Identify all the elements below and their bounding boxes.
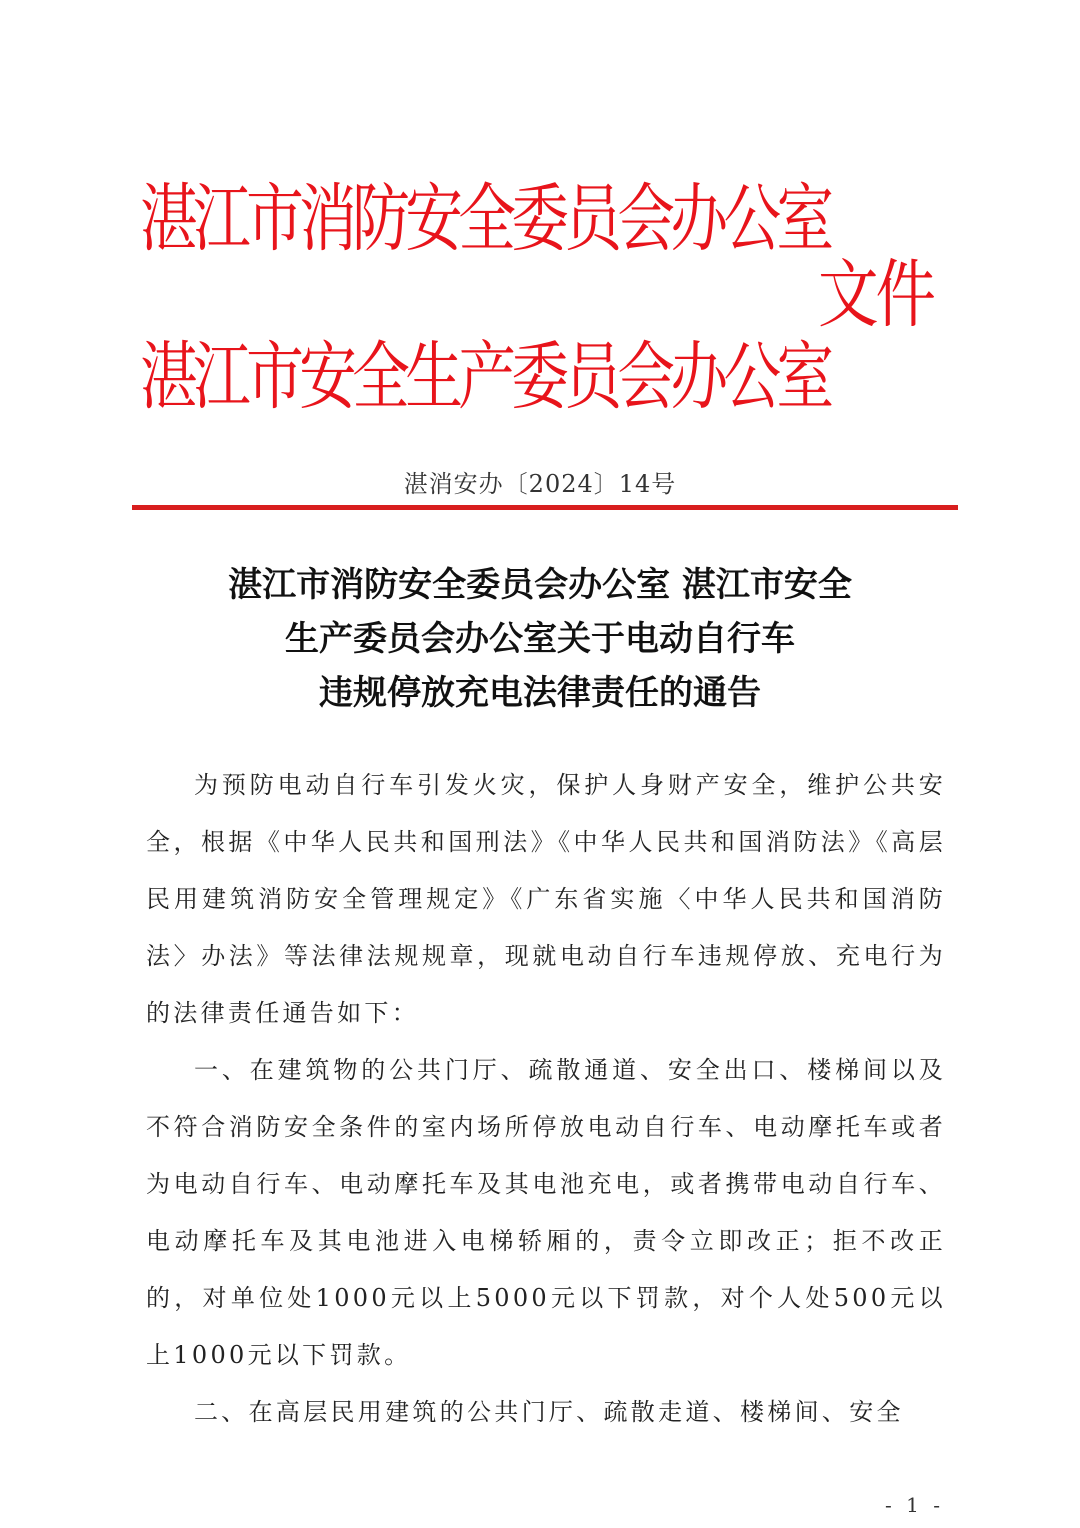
document-title bbox=[0, 558, 1080, 720]
masthead-issuer-work-safety: 湛江市安全生产委员会办公室 bbox=[140, 334, 830, 420]
body-paragraph-item-1: 一、在建筑物的公共门厅、疏散通道、安全出口、楼梯间以及不符合消防安全条件的室内场所停放电动自行车、电动摩托车或者为电动自行车、电动摩托车及其电池充电，或者携带电动自行车、电动摩托车及其电池进入电梯轿厢的，责令立即改正；拒不改正的，对单位处1000元以上5000元以下罚款，对个人处500元以上1000元以下罚款。 bbox=[146, 1056, 946, 1369]
masthead-document-label: 文件 bbox=[818, 252, 933, 338]
document-number: 湛消安办〔2024〕14号 bbox=[403, 470, 677, 498]
red-divider bbox=[132, 505, 958, 510]
body-paragraph-item-2: 二、在高层民用建筑的公共门厅、疏散走道、楼梯间、安全 bbox=[194, 1398, 904, 1426]
body-paragraph-preamble: 为预防电动自行车引发火灾，保护人身财产安全，维护公共安全，根据《中华人民共和国刑法》《中华人民共和国消防法》《高层民用建筑消防安全管理规定》《广东省实施〈中华人民共和国消防法〉办法》等法律法规规章，现就电动自行车违规停放、充电行为的法律责任通告如下： bbox=[146, 771, 946, 1027]
title-line-3: 违规停放充电法律责任的通告 bbox=[319, 673, 761, 713]
title-line-1: 湛江市消防安全委员会办公室 湛江市安全 bbox=[228, 565, 852, 605]
title-line-2: 生产委员会办公室关于电动自行车 bbox=[285, 619, 795, 659]
masthead-issuer-fire-safety: 湛江市消防安全委员会办公室 bbox=[140, 176, 830, 262]
page-number: - 1 - bbox=[885, 1493, 944, 1517]
document-body bbox=[146, 757, 946, 1441]
document-masthead bbox=[140, 150, 960, 420]
